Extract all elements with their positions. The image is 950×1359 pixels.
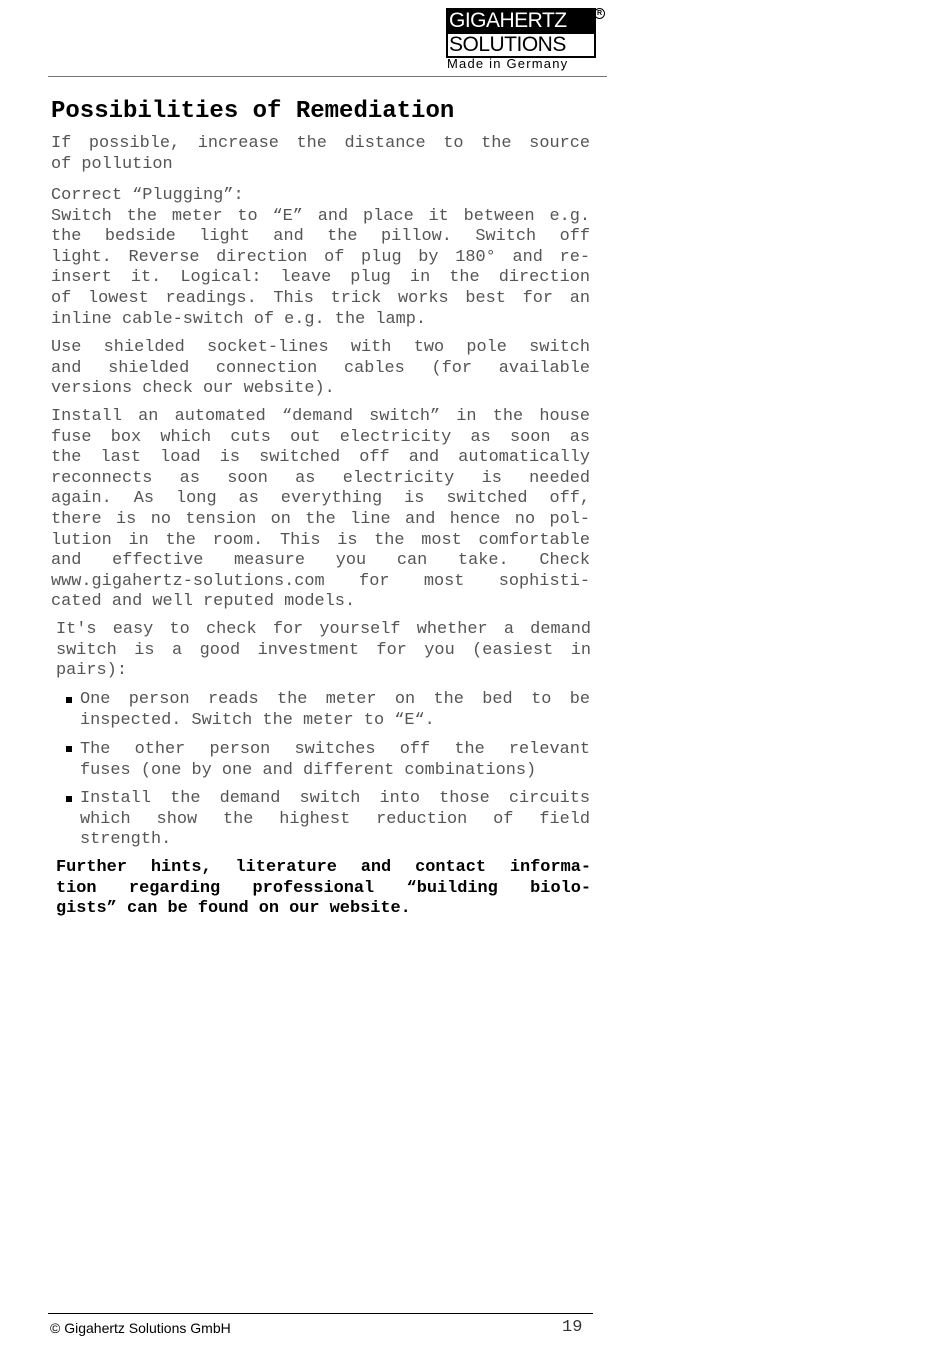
text-line: versions check our website).: [51, 379, 335, 399]
paragraph-distance: [51, 134, 590, 175]
list-item: [80, 789, 590, 851]
text-line: lution in the room. This is the most comfortable: [51, 530, 590, 550]
section-title: Possibilities of Remediation: [51, 98, 455, 125]
text-line: www.gigahertz-solutions.com for most sophisti-: [51, 571, 590, 591]
registered-mark: R: [594, 8, 605, 19]
text-line: gists” can be found on our website.: [56, 899, 411, 919]
header-divider: [48, 76, 607, 77]
paragraph-further-hints: [56, 858, 591, 920]
text-line: Install the demand switch into those circuits: [80, 789, 590, 808]
text-line: Install an automated “demand switch” in the house: [51, 407, 590, 426]
text-line: strength.: [80, 830, 172, 850]
list-item: [80, 740, 590, 781]
text-line: light. Reverse direction of plug by 180° and re-: [51, 247, 590, 267]
text-line: The other person switches off the relevant: [80, 740, 590, 759]
paragraph-check-yourself: [56, 620, 591, 682]
text-line: switch is a good investment for you (easiest in: [56, 640, 591, 660]
text-line: cated and well reputed models.: [51, 592, 356, 612]
text-line: which show the highest reduction of field: [80, 809, 590, 829]
paragraph-shielded-lines: [51, 338, 590, 400]
paragraph-correct-plugging: [51, 186, 590, 330]
text-line: of lowest readings. This trick works best for an: [51, 288, 590, 308]
paragraph-demand-switch: [51, 407, 590, 613]
bullet-square-icon: [66, 697, 72, 703]
text-line: of pollution: [51, 154, 173, 174]
text-line: the bedside light and the pillow. Switch off: [51, 227, 590, 247]
bullet-square-icon: [66, 746, 72, 752]
made-in-germany-tagline: Made in Germany: [447, 56, 569, 71]
text-line: If possible, increase the distance to the source: [51, 134, 590, 153]
text-line: One person reads the meter on the bed to be: [80, 690, 590, 709]
text-line: fuses (one by one and different combinations): [80, 760, 537, 780]
company-logo: [446, 8, 608, 71]
text-line: Use shielded socket-lines with two pole switch: [51, 338, 590, 357]
list-item: [80, 690, 590, 731]
text-line: pairs):: [56, 661, 127, 681]
text-line: Further hints, literature and contact informa-: [56, 858, 591, 877]
text-line: Switch the meter to “E” and place it between e.g.: [51, 206, 590, 226]
bullet-square-icon: [66, 796, 72, 802]
footer-copyright: © Gigahertz Solutions GmbH: [50, 1320, 231, 1336]
text-line: inspected. Switch the meter to “E“.: [80, 710, 435, 730]
text-line: and shielded connection cables (for available: [51, 358, 590, 378]
text-line: fuse box which cuts out electricity as soon as: [51, 427, 590, 447]
page-number: 19: [562, 1318, 583, 1337]
logo-box: [446, 8, 596, 58]
footer-divider: [48, 1313, 593, 1314]
text-line: and effective measure you can take. Check: [51, 551, 590, 571]
text-line: tion regarding professional “building biolo-: [56, 878, 591, 898]
logo-line-gigahertz: GIGAHERTZ: [448, 10, 594, 32]
text-line: again. As long as everything is switched off,: [51, 489, 590, 509]
text-line: It's easy to check for yourself whether a demand: [56, 620, 591, 639]
text-line: there is no tension on the line and hence no pol-: [51, 509, 590, 529]
text-line: the last load is switched off and automatically: [51, 448, 590, 468]
subheading-correct-plugging: Correct “Plugging”:: [51, 186, 244, 205]
text-line: inline cable-switch of e.g. the lamp.: [51, 309, 427, 329]
logo-line-solutions: SOLUTIONS: [448, 32, 594, 56]
text-line: reconnects as soon as electricity is needed: [51, 468, 590, 488]
text-line: insert it. Logical: leave plug in the direction: [51, 268, 590, 288]
